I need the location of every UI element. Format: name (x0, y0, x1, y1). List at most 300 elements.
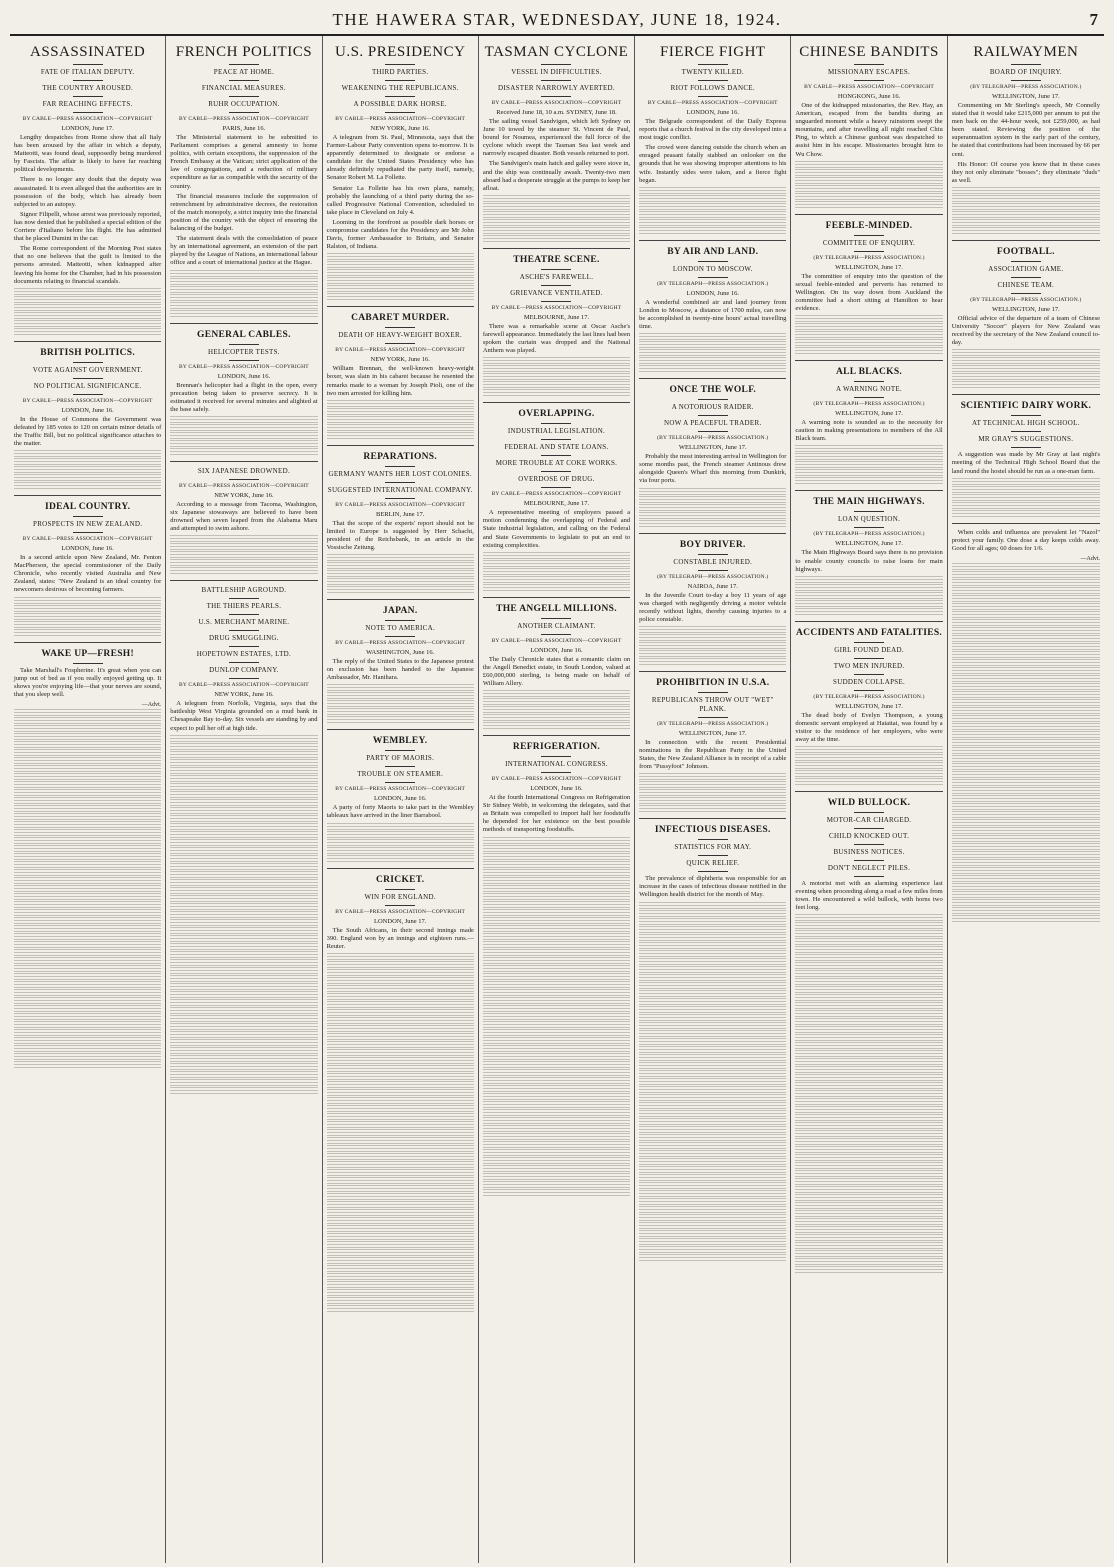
text-lines (639, 512, 786, 520)
divider-rule (854, 64, 884, 65)
divider-rule (698, 839, 728, 840)
text-lines (952, 619, 1100, 627)
press-byline: BY CABLE—PRESS ASSOCIATION—COPYRIGHT (178, 363, 309, 370)
text-lines (639, 1198, 786, 1206)
section-divider (795, 621, 942, 622)
text-lines (170, 559, 317, 567)
column-6 (791, 36, 947, 1563)
text-lines (795, 169, 942, 177)
text-lines (483, 997, 630, 1005)
subheading: ASSOCIATION GAME. (988, 264, 1064, 273)
text-lines (327, 969, 474, 977)
subheading: BUSINESS NOTICES. (833, 848, 905, 857)
article-paragraph: Signor Filipelli, whose arrest was previously reported, has now denied that he published a special edition of the Corriere d'Italiano before his flight. He has admitted that he placed Dumini in the car. (14, 210, 162, 243)
divider-rule (541, 96, 571, 97)
text-lines (639, 496, 786, 504)
text-lines (639, 634, 786, 642)
text-lines (327, 1193, 474, 1201)
text-lines (170, 294, 317, 302)
article-paragraph: One of the kidnapped missionaries, the Rev. Hay, an American, escaped from the bandits during an unguarded moment while a heavy rainstorm swept the mountains, and after travelling all night reached Chiu Ping, to which a Chinese gunboat was despatched to assist him in his escape. Missionaries brought him to Wu Chow. (795, 102, 943, 158)
text-lines (14, 629, 161, 637)
text-lines (170, 1015, 317, 1023)
text-lines (170, 1071, 317, 1079)
article-paragraph: William Brennan, the well-known heavy-weight boxer, was slain in his cabaret because he resented the remarks made to a woman by Joseph Pioli, one of the two men arrested for killing him. (326, 365, 474, 397)
text-lines (795, 938, 942, 946)
text-lines (170, 911, 317, 919)
subheading: CHILD KNOCKED OUT. (829, 832, 910, 841)
text-lines (170, 310, 317, 318)
text-lines (639, 642, 786, 650)
text-lines (14, 1013, 161, 1021)
text-lines (483, 203, 630, 211)
article-paragraph: In connection with the recent Presidential nominations in the Republican Party in the United States, the New Zealand Alliance is in receipt of a cable from "Pussyfoot" Johnson. (639, 738, 787, 771)
text-lines (14, 320, 161, 328)
section-headline: BOY DRIVER. (679, 539, 746, 550)
section-headline: ALL BLACKS. (835, 367, 903, 378)
text-lines (639, 1166, 786, 1174)
text-lines (170, 935, 317, 943)
text-lines (952, 667, 1100, 675)
text-lines (795, 1122, 942, 1130)
text-lines (14, 869, 161, 877)
text-lines (952, 715, 1100, 723)
text-lines (795, 1042, 942, 1050)
dateline: LONDON, June 16. (61, 406, 114, 414)
subheading: MR GRAY'S SUGGESTIONS. (978, 435, 1074, 444)
subheading: MISSIONARY ESCAPES. (828, 68, 911, 76)
text-lines (483, 584, 630, 592)
text-lines (639, 789, 786, 797)
section-headline: JAPAN. (382, 606, 418, 617)
article-paragraph: A wonderful combined air and land journey from London to Moscow, a distance of 1700 miles, can now be accomplished in twenty-nine hours' actual travelling time. (639, 298, 787, 331)
text-lines (327, 1161, 474, 1169)
text-lines (170, 919, 317, 927)
subheading: TWENTY KILLED. (681, 68, 744, 76)
text-lines (952, 707, 1100, 715)
text-lines (327, 684, 474, 692)
text-lines (170, 432, 317, 440)
section-divider (14, 642, 161, 643)
text-lines (952, 579, 1100, 587)
text-lines (639, 1214, 786, 1222)
text-lines (795, 584, 942, 592)
text-lines (639, 797, 786, 805)
divider-rule (1011, 277, 1041, 278)
divider-rule (229, 479, 259, 480)
text-lines (327, 261, 474, 269)
text-lines (639, 1038, 786, 1046)
text-lines (483, 869, 630, 877)
section-divider (327, 729, 474, 730)
text-lines (14, 605, 161, 613)
section-divider (327, 445, 474, 446)
text-lines (639, 1134, 786, 1142)
divider-rule (229, 598, 259, 599)
text-lines (327, 269, 474, 277)
divider-rule (385, 766, 415, 767)
text-lines (170, 807, 317, 815)
text-lines (170, 302, 317, 310)
subheading: DEATH OF HEAVY-WEIGHT BOXER. (338, 331, 463, 340)
text-lines (327, 1201, 474, 1209)
text-lines (327, 586, 474, 594)
text-lines (795, 1162, 942, 1170)
text-lines (14, 1045, 161, 1053)
text-lines (483, 1029, 630, 1037)
text-lines (952, 187, 1100, 195)
subheading: LOAN QUESTION. (837, 515, 901, 524)
text-lines (795, 323, 942, 331)
dateline: LONDON, June 17. (374, 917, 427, 925)
text-lines (14, 458, 161, 466)
text-lines (639, 990, 786, 998)
subheading: FEDERAL AND STATE LOANS. (504, 443, 609, 452)
text-lines (639, 1254, 786, 1262)
text-lines (795, 331, 942, 339)
text-lines (170, 1079, 317, 1087)
text-lines (170, 1023, 317, 1031)
text-lines (483, 917, 630, 925)
text-lines (952, 502, 1100, 510)
press-byline: BY CABLE—PRESS ASSOCIATION—COPYRIGHT (647, 100, 778, 106)
text-lines (795, 469, 942, 477)
masthead-title: THE HAWERA STAR, WEDNESDAY, JUNE 18, 1924. (332, 10, 782, 29)
column-2 (166, 36, 322, 1563)
divider-rule (854, 860, 884, 861)
text-lines (795, 177, 942, 185)
text-lines (483, 1077, 630, 1085)
divider-rule (1011, 261, 1041, 262)
text-lines (639, 1062, 786, 1070)
text-lines (14, 949, 161, 957)
text-lines (795, 978, 942, 986)
text-lines (14, 821, 161, 829)
headline: CHINESE BANDITS (799, 44, 939, 60)
divider-rule (698, 277, 728, 278)
text-lines (795, 1242, 942, 1250)
subheading: PARTY OF MAORIS. (366, 754, 435, 763)
dateline: BERLIN, June 17. (376, 510, 425, 518)
text-lines (327, 1049, 474, 1057)
press-byline: (BY TELEGRAPH—PRESS ASSOCIATION.) (657, 573, 769, 580)
subheading: RUHR OCCUPATION. (208, 100, 280, 108)
text-lines (327, 1281, 474, 1289)
subheading: CHINESE TEAM. (997, 280, 1055, 289)
text-lines (639, 1158, 786, 1166)
press-byline: BY CABLE—PRESS ASSOCIATION—COPYRIGHT (178, 116, 309, 122)
text-lines (483, 714, 630, 722)
divider-rule (541, 487, 571, 488)
text-lines (795, 1114, 942, 1122)
section-divider (170, 580, 317, 581)
article-paragraph: A suggestion was made by Mr Gray at last night's meeting of the Technical High School Board that the land round the hostel should be run as a one-man farm. (951, 451, 1100, 475)
text-lines (483, 957, 630, 965)
subheading: NOW A PEACEFUL TRADER. (664, 419, 762, 428)
text-lines (795, 315, 942, 323)
divider-rule (385, 80, 415, 81)
text-lines (170, 767, 317, 775)
text-lines (952, 659, 1100, 667)
text-lines (639, 1070, 786, 1078)
text-lines (483, 909, 630, 917)
article-paragraph: When colds and influenza are prevalent let "Nazol" protect your family. One dose a day keeps colds away. Good for all ages; 60 doses for 1/6. (951, 528, 1100, 552)
divider-rule (541, 756, 571, 757)
article-paragraph: At the fourth International Congress on Refrigeration Sir Sidney Webb, in welcoming the delegates, said that as Britain was compelled to import half her foodstuffs he depended for her existence on the best possible methods of transporting foodstuffs. (482, 794, 631, 834)
text-lines (14, 925, 161, 933)
text-lines (795, 770, 942, 778)
text-lines (483, 845, 630, 853)
text-lines (952, 779, 1100, 787)
text-lines (483, 1061, 630, 1069)
text-lines (952, 915, 1100, 923)
text-lines (170, 278, 317, 286)
text-lines (483, 690, 630, 698)
article-paragraph: Commenting on Mr Sterling's speech, Mr Connelly stated that it would take £215,000 per annum to put the men back on the 44-hour week, not £259,000, as had been stated. Reviewing the position of the superannuation system in the early part of the century, he stated that contributions had been increased by 66 per cent. (951, 102, 1100, 158)
text-lines (14, 613, 161, 621)
text-lines (483, 861, 630, 869)
divider-rule (385, 96, 415, 97)
dateline: LONDON, June 16. (530, 646, 583, 654)
dateline: WELLINGTON, June 17. (835, 410, 903, 418)
text-lines (483, 219, 630, 227)
text-lines (327, 1233, 474, 1241)
text-lines (14, 304, 161, 312)
text-lines (639, 1206, 786, 1214)
text-lines (639, 203, 786, 211)
subheading: VOTE AGAINST GOVERNMENT. (32, 365, 143, 374)
text-lines (14, 909, 161, 917)
divider-rule (541, 455, 571, 456)
text-lines (952, 510, 1100, 518)
section-headline: OVERLAPPING. (518, 409, 595, 420)
dateline: LONDON, June 16. (530, 785, 583, 793)
text-lines (952, 835, 1100, 843)
text-lines (170, 839, 317, 847)
column-3 (323, 36, 479, 1563)
section-headline: INFECTIOUS DISEASES. (654, 825, 771, 836)
headline: RAILWAYMEN (973, 44, 1079, 60)
divider-rule (73, 112, 103, 113)
text-lines (952, 611, 1100, 619)
text-lines (639, 1126, 786, 1134)
text-lines (483, 389, 630, 397)
divider-rule (698, 570, 728, 571)
text-lines (14, 1029, 161, 1037)
text-lines (14, 709, 161, 717)
text-lines (795, 1010, 942, 1018)
section-divider (795, 360, 942, 361)
text-lines (170, 967, 317, 975)
text-lines (639, 805, 786, 813)
subheading: WIN FOR ENGLAND. (364, 892, 436, 901)
text-lines (639, 942, 786, 950)
text-lines (952, 587, 1100, 595)
text-lines (483, 853, 630, 861)
text-lines (483, 1005, 630, 1013)
subheading: FATE OF ITALIAN DEPUTY. (40, 68, 135, 76)
subheading: WEAKENING THE REPUBLICANS. (341, 84, 459, 92)
text-lines (327, 554, 474, 562)
divider-rule (1011, 431, 1041, 432)
text-lines (170, 991, 317, 999)
text-lines (327, 1017, 474, 1025)
text-lines (14, 466, 161, 474)
text-lines (327, 1217, 474, 1225)
dateline: NEW YORK, June 16. (214, 491, 274, 499)
text-lines (327, 1169, 474, 1177)
dateline: WELLINGTON, June 17. (835, 263, 903, 271)
text-lines (14, 813, 161, 821)
text-lines (327, 1257, 474, 1265)
text-lines (170, 855, 317, 863)
dateline: WELLINGTON, June 17. (678, 444, 747, 452)
text-lines (14, 741, 161, 749)
divider-rule (541, 301, 571, 302)
divider-rule (385, 343, 415, 344)
dateline: Received June 18, 10 a.m. SYDNEY, June 18. (496, 109, 617, 116)
divider-rule (385, 466, 415, 467)
press-byline: BY CABLE—PRESS ASSOCIATION—COPYRIGHT (335, 501, 466, 508)
divider-rule (385, 482, 415, 483)
dateline: WELLINGTON, June 17. (835, 540, 903, 548)
text-lines (14, 597, 161, 605)
divider-rule (73, 532, 103, 533)
dateline: WELLINGTON, June 17. (991, 93, 1060, 100)
text-lines (483, 1101, 630, 1109)
text-lines (795, 1154, 942, 1162)
text-lines (14, 621, 161, 629)
text-lines (952, 494, 1100, 502)
text-lines (639, 504, 786, 512)
text-lines (795, 954, 942, 962)
section-headline: WILD BULLOCK. (827, 798, 911, 809)
subheading: LONDON TO MOSCOW. (672, 264, 753, 273)
text-lines (795, 1146, 942, 1154)
text-lines (327, 708, 474, 716)
text-lines (795, 930, 942, 938)
section-headline: THE ANGELL MILLIONS. (496, 603, 617, 614)
subheading: SIX JAPANESE DROWNED. (197, 466, 291, 475)
text-lines (14, 482, 161, 490)
subheading: THIRD PARTIES. (371, 68, 429, 76)
text-lines (483, 1045, 630, 1053)
text-lines (795, 161, 942, 169)
text-lines (483, 698, 630, 706)
text-lines (952, 907, 1100, 915)
text-lines (483, 560, 630, 568)
divider-rule (698, 717, 728, 718)
dateline: MELBOURNE, June 17. (523, 500, 590, 508)
text-lines (170, 879, 317, 887)
text-lines (639, 998, 786, 1006)
text-lines (483, 941, 630, 949)
article-paragraph: In the House of Commons the Government was defeated by 185 votes to 120 on certain minor details of the Traffic Bill, but no political significance attaches to the matter. (14, 415, 162, 447)
text-lines (952, 883, 1100, 891)
subheading: HELICOPTER TESTS. (207, 347, 280, 356)
text-lines (327, 1249, 474, 1257)
text-lines (170, 448, 317, 456)
text-lines (170, 440, 317, 448)
text-lines (327, 716, 474, 724)
text-lines (170, 783, 317, 791)
text-lines (327, 823, 474, 831)
section-headline: REPARATIONS. (363, 451, 438, 462)
dateline: NAIROA, June 17. (687, 582, 738, 590)
divider-rule (541, 618, 571, 619)
text-lines (14, 733, 161, 741)
section-headline: THE MAIN HIGHWAYS. (813, 497, 925, 508)
article-paragraph: There is no longer any doubt that the deputy was assassinated. It is even alleged that the authorities are in possession of the body, which has already been subjected to an autopsy. (14, 176, 162, 208)
text-lines (14, 797, 161, 805)
text-lines (639, 1142, 786, 1150)
text-lines (14, 450, 161, 458)
text-lines (483, 1013, 630, 1021)
press-byline: (BY TELEGRAPH—PRESS ASSOCIATION.) (813, 531, 925, 538)
text-lines (170, 847, 317, 855)
text-lines (14, 789, 161, 797)
dateline: WASHINGTON, June 16. (366, 649, 435, 657)
text-lines (14, 312, 161, 320)
divider-rule (541, 439, 571, 440)
section-headline: PROHIBITION IN U.S.A. (656, 677, 770, 688)
subheading: DON'T NEGLECT PILES. (827, 864, 911, 873)
divider-rule (541, 269, 571, 270)
dateline: HONGKONG, June 16. (837, 93, 901, 100)
text-lines (795, 1186, 942, 1194)
section-headline: THEATRE SCENE. (513, 254, 600, 265)
text-lines (14, 805, 161, 813)
section-divider (639, 378, 786, 379)
text-lines (639, 1022, 786, 1030)
text-lines (639, 357, 786, 365)
subheading: BOARD OF INQUIRY. (989, 68, 1062, 76)
section-headline: CRICKET. (375, 874, 425, 885)
text-lines (639, 1086, 786, 1094)
section-divider (170, 461, 317, 462)
text-lines (327, 293, 474, 301)
text-lines (639, 1078, 786, 1086)
subheading: A POSSIBLE DARK HORSE. (353, 100, 447, 108)
text-lines (639, 349, 786, 357)
text-lines (639, 982, 786, 990)
text-lines (952, 739, 1100, 747)
text-lines (14, 781, 161, 789)
section-divider (327, 599, 474, 600)
text-lines (795, 762, 942, 770)
section-divider (952, 523, 1100, 524)
text-lines (170, 1063, 317, 1071)
text-lines (14, 845, 161, 853)
divider-rule (698, 96, 728, 97)
text-lines (170, 743, 317, 751)
press-byline: BY CABLE—PRESS ASSOCIATION—COPYRIGHT (335, 640, 466, 647)
text-lines (483, 965, 630, 973)
text-lines (639, 958, 786, 966)
text-lines (952, 811, 1100, 819)
divider-rule (854, 828, 884, 829)
text-lines (952, 219, 1100, 227)
section-headline: BRITISH POLITICS. (40, 347, 136, 358)
text-lines (327, 285, 474, 293)
text-lines (170, 416, 317, 424)
text-lines (327, 1289, 474, 1297)
text-lines (14, 717, 161, 725)
article-paragraph: The South Africans, in their second innings made 390. England won by an innings and eighteen runs.—Reuter. (326, 926, 474, 950)
article-paragraph: A telegram from Norfolk, Virginia, says that the battleship West Virginia grounded on a mud bank in Chesapeake Bay to-day. Six vessels are standing by and expect to pull her off at high tide. (170, 700, 318, 732)
text-lines (483, 1181, 630, 1189)
article-paragraph: That the scope of the experts' report should not be limited to Europe is suggested by Herr Schacht, president of the Reichsbank, in an article in the Vossische Zeitung. (326, 519, 474, 551)
press-byline: BY CABLE—PRESS ASSOCIATION—COPYRIGHT (178, 482, 309, 489)
